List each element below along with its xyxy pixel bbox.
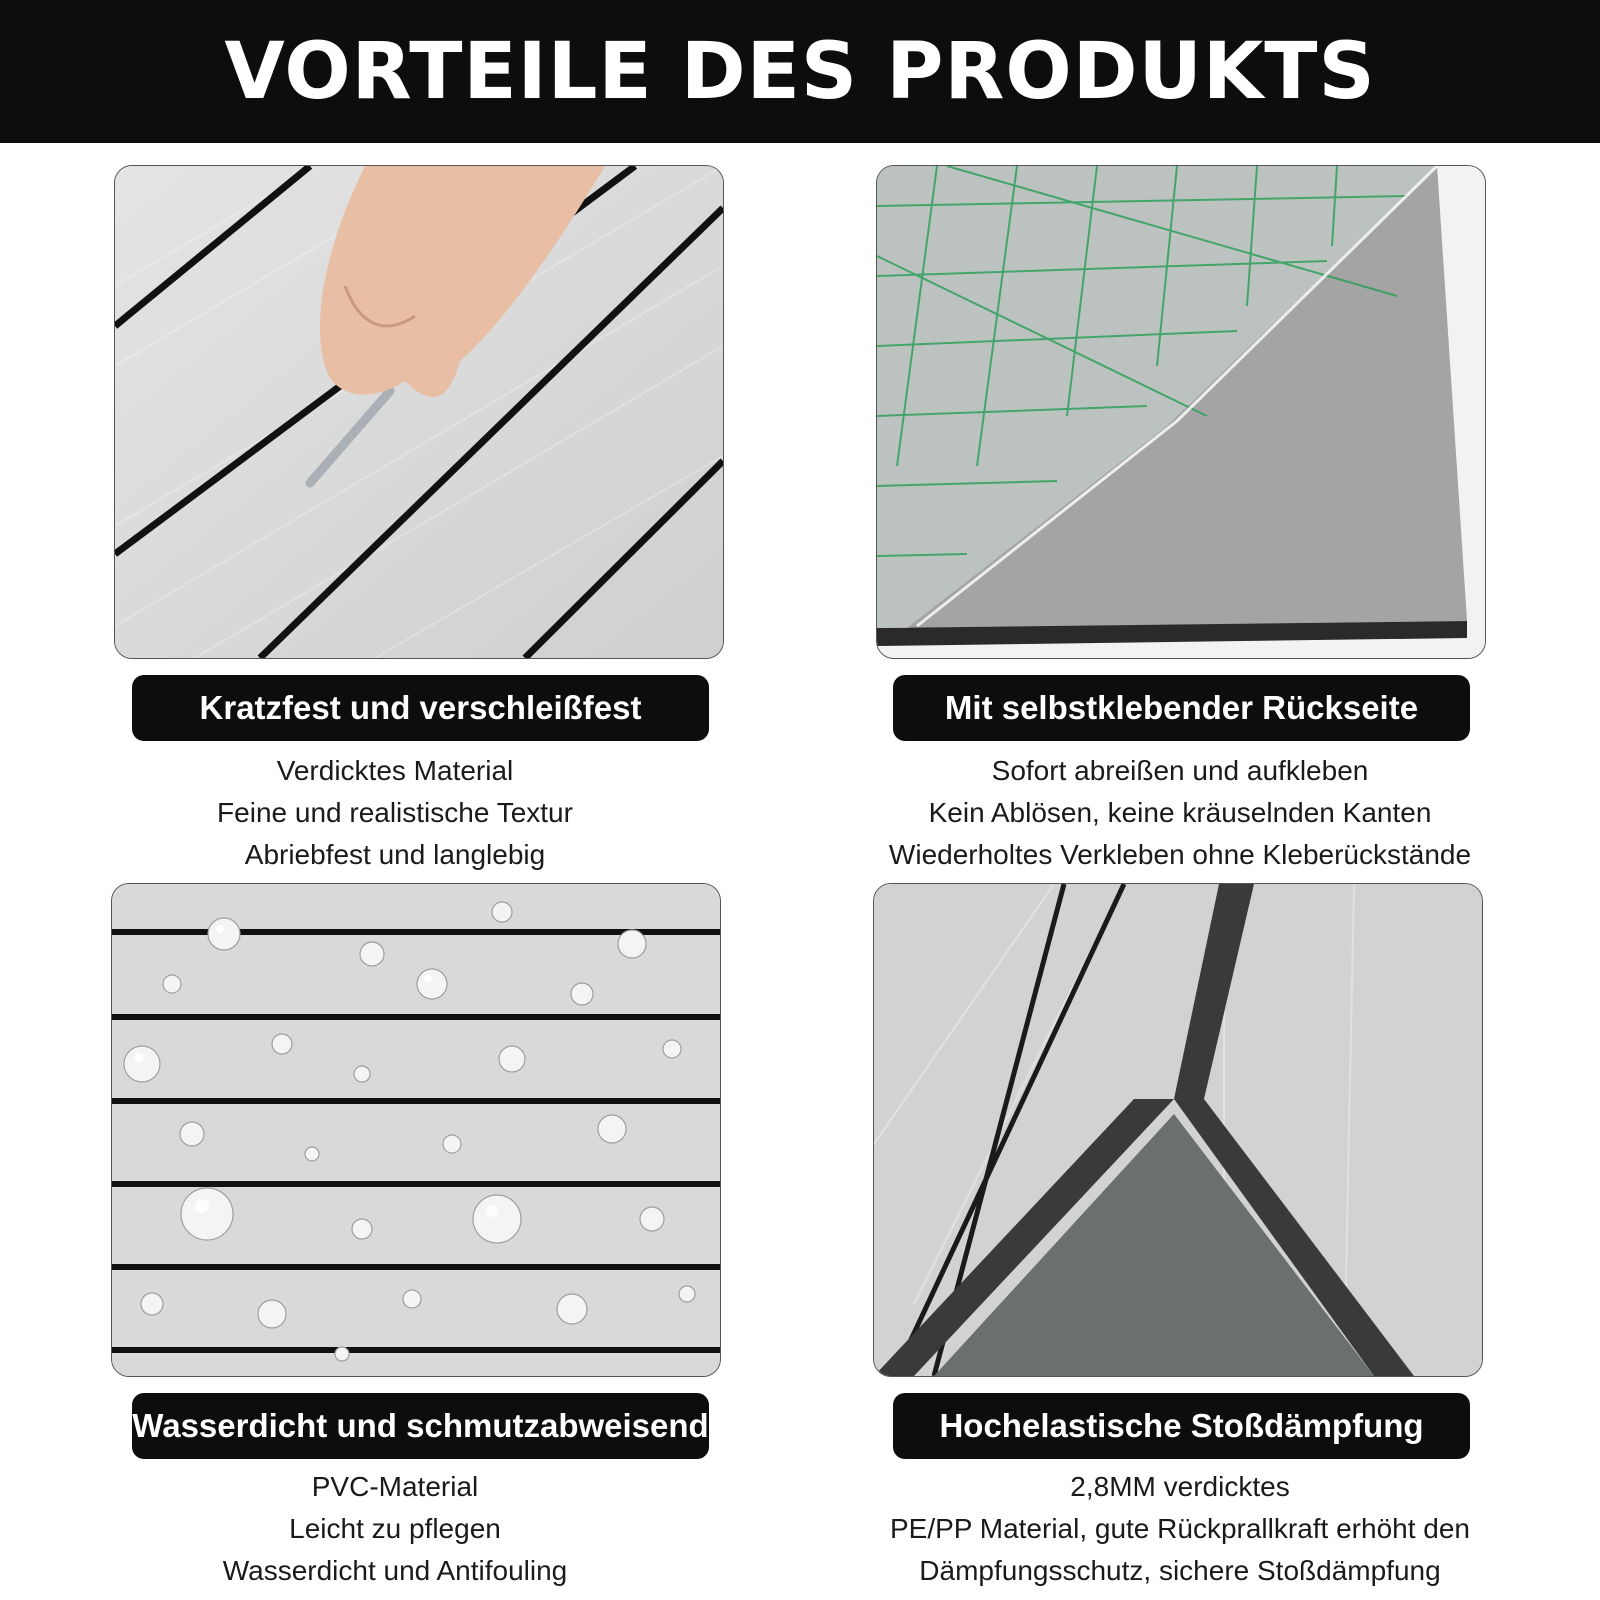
feature-description-adhesive (830, 750, 1530, 876)
description-line: Leicht zu pflegen (289, 1513, 501, 1544)
shock-absorption-illustration (874, 884, 1482, 1376)
feature-description-shock (830, 1466, 1530, 1592)
description-line: PVC-Material (311, 1471, 479, 1502)
description-line: 2,8MM verdicktes (1070, 1471, 1290, 1502)
feature-title-scratch: Kratzfest und verschleißfest (132, 675, 709, 741)
header-banner (0, 0, 1600, 143)
description-line: Kein Ablösen, keine kräuselnden Kanten (928, 797, 1432, 828)
adhesive-backing-illustration (877, 166, 1485, 658)
photo-shock-absorption (873, 883, 1483, 1377)
description-line: Wasserdicht und Antifouling (222, 1555, 568, 1586)
description-line: Wiederholtes Verkleben ohne Kleberückstände (888, 839, 1472, 870)
feature-title-adhesive: Mit selbstklebender Rückseite (893, 675, 1470, 741)
waterproof-illustration (112, 884, 720, 1376)
description-line: Feine und realistische Textur (217, 797, 573, 828)
feature-title-shock: Hochelastische Stoßdämpfung (893, 1393, 1470, 1459)
photo-adhesive-backing (876, 165, 1486, 659)
description-line: PE/PP Material, gute Rückprallkraft erhöht den (889, 1513, 1470, 1544)
description-line: Dämpfungsschutz, sichere Stoßdämpfung (919, 1555, 1441, 1586)
description-line: Abriebfest und langlebig (244, 839, 546, 870)
description-line: Verdicktes Material (276, 755, 514, 786)
feature-description-scratch (45, 750, 745, 876)
page-title: VORTEILE DES PRODUKTS (224, 26, 1376, 117)
description-line: Sofort abreißen und aufkleben (991, 755, 1369, 786)
photo-scratch-test (114, 165, 724, 659)
scratch-test-illustration (115, 166, 723, 658)
photo-waterproof-droplets (111, 883, 721, 1377)
feature-title-waterproof: Wasserdicht und schmutzabweisend (132, 1393, 709, 1459)
feature-description-waterproof (45, 1466, 745, 1592)
